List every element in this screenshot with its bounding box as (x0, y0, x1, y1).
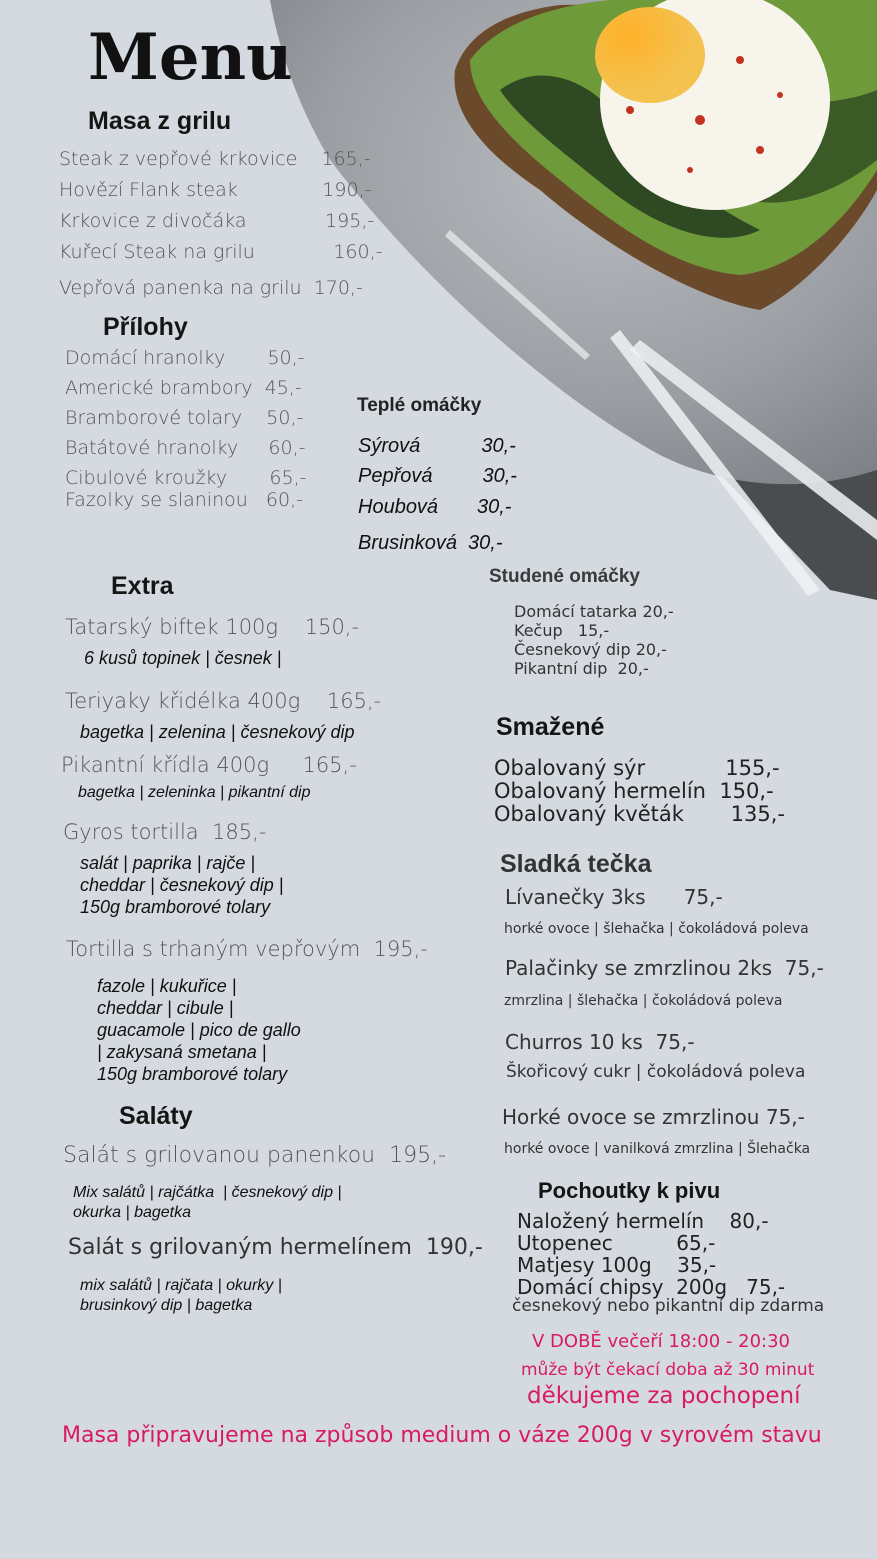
section-heading-teple: Teplé omáčky (357, 395, 482, 416)
menu-item: Matjesy 100g 35,- (517, 1253, 717, 1277)
menu-item: Naložený hermelín 80,- (517, 1209, 769, 1233)
menu-item: Palačinky se zmrzlinou 2ks 75,- (505, 956, 824, 980)
item-description: horké ovoce | šlehačka | čokoládová poleva (504, 921, 809, 937)
item-description: bagetka | zeleninka | pikantní dip (78, 784, 311, 801)
menu-item: Pikantní dip 20,- (514, 659, 649, 678)
thanks-notice: děkujeme za pochopení (527, 1383, 801, 1409)
page-title: Menu (88, 20, 293, 95)
menu-item: Domácí tatarka 20,- (514, 602, 674, 621)
menu-item: Churros 10 ks 75,- (505, 1030, 695, 1054)
pochoutky-note: česnekový nebo pikantní dip zdarma (512, 1296, 825, 1316)
item-description: fazole | kukuřice | cheddar | cibule | guacamole | pico de gallo | zakysaná smetana | 150g bramborové tolary (97, 976, 301, 1084)
section-heading-masa: Masa z grilu (88, 107, 232, 135)
menu-item: Teriyaky křidélka 400g 165,- (65, 689, 382, 713)
menu-item: Domácí hranolky 50,- (65, 347, 305, 369)
menu-item: Krkovice z divočáka 195,- (59, 210, 375, 232)
section-heading-studene: Studené omáčky (489, 566, 640, 587)
menu-item: Salát s grilovaným hermelínem 190,- (68, 1235, 483, 1260)
menu-item: Pepřová 30,- (358, 465, 517, 487)
menu-item: Salát s grilovanou panenkou 195,- (63, 1143, 447, 1168)
section-heading-pochoutky: Pochoutky k pivu (538, 1178, 721, 1203)
menu-item: Kuřecí Steak na grilu 160,- (59, 241, 383, 263)
menu-item: Tortilla s trhaným vepřovým 195,- (66, 937, 428, 961)
menu-item: Lívanečky 3ks 75,- (505, 885, 723, 909)
item-description: mix salátů | rajčata | okurky | brusinkový dip | bagetka (80, 1277, 282, 1314)
menu-item: Houbová 30,- (358, 496, 512, 518)
menu-item: Cibulové kroužky 65,- (65, 467, 307, 489)
menu-item: Obalovaný hermelín 150,- (494, 779, 774, 803)
menu-item: Kečup 15,- (514, 621, 610, 640)
item-description: Škořicový cukr | čokoládová poleva (506, 1062, 806, 1082)
menu-item: Brusinková 30,- (358, 532, 503, 554)
menu-item: Obalovaný květák 135,- (494, 802, 785, 826)
menu-item: Bramborové tolary 50,- (65, 407, 304, 429)
section-heading-smazene: Smažené (496, 713, 605, 741)
menu-item: Tatarský biftek 100g 150,- (65, 615, 360, 639)
menu-item: Americké brambory 45,- (65, 377, 302, 399)
item-description: 6 kusů topinek | česnek | (84, 648, 282, 668)
menu-item: Hovězí Flank steak 190,- (59, 179, 372, 201)
menu-item: Steak z vepřové krkovice 165,- (59, 148, 371, 170)
menu-item: Gyros tortilla 185,- (63, 820, 267, 844)
menu-item: Utopenec 65,- (517, 1231, 716, 1255)
menu-item: Obalovaný sýr 155,- (494, 756, 780, 780)
menu-item: Horké ovoce se zmrzlinou 75,- (502, 1105, 805, 1129)
menu-item: Fazolky se slaninou 60,- (65, 489, 303, 511)
item-description: bagetka | zelenina | česnekový dip (80, 722, 355, 742)
menu-item: Batátové hranolky 60,- (65, 437, 306, 459)
menu-item: Pikantní křídla 400g 165,- (61, 753, 357, 777)
item-description: zmrzlina | šlehačka | čokoládová poleva (504, 993, 783, 1009)
waiting-time-notice: může být čekací doba až 30 minut (521, 1360, 815, 1380)
footer-note: Masa připravujeme na způsob medium o váze 200g v syrovém stavu (62, 1423, 822, 1448)
section-heading-sladka: Sladká tečka (500, 850, 652, 878)
waiting-time-notice: V DOBĚ večeří 18:00 - 20:30 (532, 1331, 791, 1352)
section-heading-extra: Extra (111, 572, 174, 600)
menu-item: Česnekový dip 20,- (514, 640, 667, 659)
section-heading-salaty: Saláty (119, 1102, 193, 1130)
item-description: salát | paprika | rajče | cheddar | česnekový dip | 150g bramborové tolary (80, 853, 284, 917)
item-description: Mix salátů | rajčátka | česnekový dip | okurka | bagetka (73, 1184, 342, 1221)
menu-item: Sýrová 30,- (358, 435, 516, 457)
item-description: horké ovoce | vanilková zmrzlina | Šlehačka (504, 1141, 811, 1157)
section-heading-prilohy: Přílohy (103, 313, 188, 341)
menu-item: Domácí chipsy 200g 75,- (517, 1275, 786, 1299)
menu-item: Vepřová panenka na grilu 170,- (59, 277, 363, 299)
